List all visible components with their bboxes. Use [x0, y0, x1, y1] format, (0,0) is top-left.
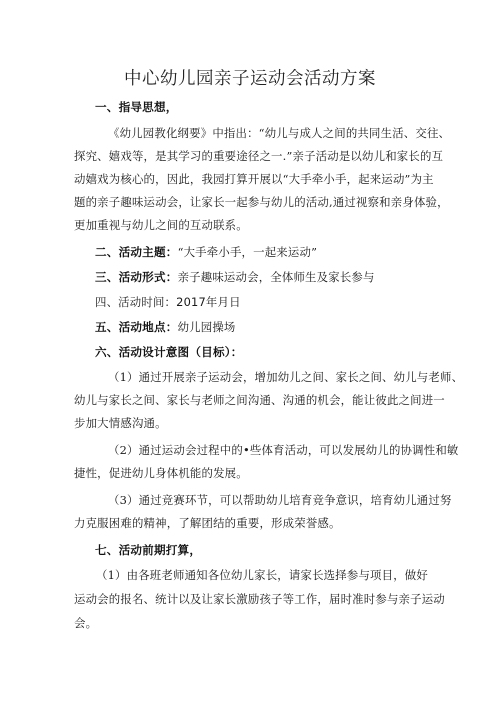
document-title: 中心幼儿园亲子运动会活动方案 [124, 69, 376, 89]
section-form [95, 268, 426, 286]
theme-text: “大手牵小手，一起来运动” [177, 245, 318, 259]
preparation-line: （1）由各班老师通知各位幼儿家长，请家长选择参与项目，做好 [96, 568, 428, 582]
section-time [95, 293, 426, 311]
section-heading-location: 五、活动地点： [95, 320, 178, 334]
section-heading-design-intent: 六、活动设计意图（目标）： [95, 345, 243, 359]
preparation-line: 运动会的报名、统计以及让家长激励孩子等工作，届时准时参与亲子运动 [74, 592, 445, 606]
paragraph-line: 题的亲子趣味运动会，让家长一起参与幼儿的活动,通过视察和亲身体验， [74, 195, 449, 209]
section-heading-guiding-idea: 一、指导思想， [95, 100, 178, 114]
goal-line: （1）通过开展亲子运动会，增加幼儿之间、家长之间、幼儿与老师、 [108, 370, 464, 384]
section-heading-preparation: 七、活动前期打算， [95, 543, 202, 557]
goal-line: （2）通过运动会过程中的•些体育活动，可以发展幼儿的协调性和敏 [108, 443, 459, 457]
section-heading-form: 三、活动形式： [95, 270, 178, 284]
section-heading-theme: 二、活动主题： [95, 245, 178, 259]
paragraph-line: 《幼儿园教化纲要》中指出：“幼儿与成人之间的共同生活、交往、 [108, 126, 451, 140]
location-text: 幼儿园操场 [177, 320, 236, 334]
section-label-time: 四、活动时间： [95, 295, 177, 309]
form-text: 亲子趣味运动会，全体师生及家长参与 [177, 270, 375, 284]
section-theme [95, 243, 426, 261]
preparation-line: 会。 [74, 616, 98, 630]
goal-line: 幼儿与家长之间、家长与老师之间沟通、沟通的机会，能让彼此之间进一 [74, 393, 445, 407]
goal-line: 力克服困难的精神，了解团结的重要，形成荣誉感。 [74, 516, 341, 530]
paragraph-line: 更加重视与幼儿之间的互动联系。 [74, 218, 248, 232]
goal-line: 捷性，促进幼儿身体机能的发展。 [74, 466, 248, 480]
time-text: 2017年月日 [176, 295, 241, 309]
paragraph-line: 动嬉戏为核心的，因此，我园打算开展以“大手牵小手，起来运动”为主 [74, 172, 434, 186]
goal-line: （3）通过竞赛环节，可以帮助幼儿培育竞争意识，培育幼儿通过努 [108, 493, 452, 507]
goal-line: 步加大情感沟通。 [74, 416, 167, 430]
paragraph-line: 探究、嬉戏等，是其学习的重要途径之一.”亲子活动是以幼儿和家长的互 [74, 149, 444, 163]
section-location [95, 318, 426, 336]
